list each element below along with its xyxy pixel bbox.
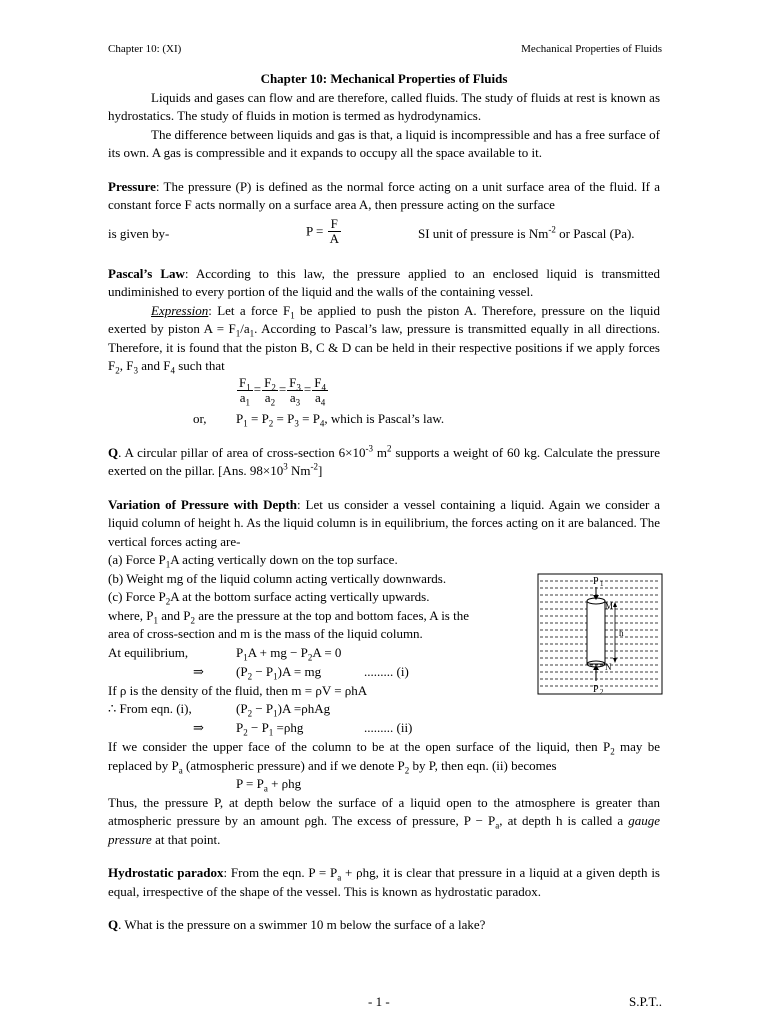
- gauge-pressure-term: gauge pressure: [108, 813, 660, 847]
- final-equation: $P = P_a + \rho hg$: [236, 776, 302, 794]
- hydrostatic-paradox-paragraph: Hydrostatic paradox: From the eqn. $P = P_a + \rho hg$, it is clear that pressure in a liquid at a given depth is equal, irrespective of the shape of the vessel. This is known as hydrostatic paradox.: [108, 865, 660, 899]
- force-c: (c) Force $P_2A$ at the bottom surface acting vertically upwards.: [108, 589, 430, 607]
- svg-text:2: 2: [600, 688, 604, 695]
- label-p1: P: [593, 576, 599, 587]
- hydrostatic-paradox-term: Hydrostatic paradox: [108, 865, 224, 880]
- force-b: (b) Weight mg of the liquid column acting vertically downwards.: [108, 570, 447, 586]
- intro-paragraph-1: Liquids and gases can flow and are therefore, called fluids. The study of fluids at rest is known as hydrostatics. The study of fluids in motion is termed as hydrodynamics.: [108, 89, 660, 123]
- header-subject: Mechanical Properties of Fluids: [521, 43, 662, 55]
- pascal-law-paragraph: Pascal’s Law: According to this law, the pressure applied to an enclosed liquid is transmitted undiminished to every portion of the liquid and the walls of the containing vessel.: [108, 265, 660, 299]
- question-2: Q. What is the pressure on a swimmer 10 m below the surface of a lake?: [108, 917, 486, 932]
- depth-term: Variation of Pressure with Depth: [108, 496, 298, 512]
- header-chapter: Chapter 10: (XI): [108, 43, 182, 55]
- page-number: - 1 -: [368, 994, 390, 1009]
- label-h: h: [619, 628, 624, 638]
- page-title: Chapter 10: Mechanical Properties of Fluids: [260, 71, 508, 86]
- gauge-paragraph: Thus, the pressure P, at depth below the surface of a liquid open to the atmosphere is greater than atmospheric pressure by an amount ρgh. The excess of pressure, $P - P_a$, at depth h is called a gauge pressure at that point.: [108, 794, 660, 847]
- pascal-expression-paragraph: Expression: Let a force $F_1$ be applied to push the piston A. Therefore, pressure on the liquid exerted by piston $A = F_1/a_1$. According to Pascal’s law, pressure is transmitted equally in all directions. Therefore, it is found that the piston B, C & D can be held in their respective positions if we apply forces $F_2$, $F_3$ and $F_4$ such that: [108, 302, 661, 376]
- force-a: (a) Force $P_1A$ acting vertically down on the top surface.: [108, 552, 398, 570]
- intro-paragraph-2: The difference between liquids and gas is that, a liquid is incompressible and has a free surface of its own. A gas is compressible and it expands to occupy all the space available to it.: [108, 126, 660, 160]
- page-content: [108, 70, 660, 935]
- where-line: where, $P_1$ and $P_2$ are the pressure at the top and bottom faces, A is the: [108, 607, 470, 626]
- given-by-text: is given by-: [108, 225, 170, 241]
- si-unit-text: SI unit of pressure is $Nm^{-2}$ or Pascal (Pa).: [418, 224, 635, 241]
- consider-paragraph: If we consider the upper face of the column to be at the open surface of the liquid, then $P_2$ may be replaced by $P_a$ (atmospheric pressure) and if we denote $P_2$ by P, then eqn. (ii) becomes: [108, 739, 660, 776]
- density-line: If ρ is the density of the fluid, then m = ρV = ρhA: [108, 682, 368, 698]
- equation-i: ⇒ $(P_2 - P_1)A$ = mg ......... (i): [193, 663, 409, 682]
- pascal-result-line: or, $P_1 = P_2 = P_3 = P_4$, which is Pascal’s law.: [193, 410, 445, 429]
- pascal-law-term: Pascal’s Law: [108, 265, 185, 281]
- svg-text:1: 1: [600, 580, 604, 588]
- equation-ii: ⇒ $P_2 - P_1 =\rho hg$ ......... (ii): [193, 720, 413, 738]
- footer-author: S.P.T..: [629, 994, 662, 1009]
- equilibrium-line: At equilibrium, $P_1A$ + mg − $P_2A = 0$: [108, 644, 342, 663]
- pressure-formula-row: [108, 215, 660, 255]
- depth-paragraph: Variation of Pressure with Depth: Let us consider a vessel containing a liquid. Again we consider a liquid column of height h. As the liquid column is in equilibrium, the forces acting on it are balanced. The vertical forces acting are-: [108, 496, 660, 549]
- pressure-formula: P = $\frac{F}{A}$: [306, 215, 339, 246]
- pressure-term: Pressure: [108, 178, 156, 194]
- pascal-ratio-equation: $\frac{F_1}{a_1}$ = $\frac{F_2}{a_2}$ = $\frac{F_3}{a_3}$ = $\frac{F_4}{a_4}$: [239, 374, 326, 408]
- label-m: M: [605, 601, 614, 611]
- liquid-column-figure: [537, 573, 663, 695]
- pressure-paragraph: Pressure: The pressure (P) is defined as the normal force acting on a unit surface area of the fluid. If a constant force F acts normally on a surface area A, then pressure acting on the surface: [108, 178, 660, 212]
- where-line-2: area of cross-section and m is the mass of the liquid column.: [108, 626, 423, 641]
- fraction-f-over-a: $\frac{F}{A}$: [329, 215, 339, 246]
- question-1: Q. A circular pillar of area of cross-section $6\times 10^{-3}$ $m^2$ supports a weight of 60 kg. Calculate the pressure exerted on the pillar. [Ans. $98\times 10^3$ $Nm^{-2}$]: [108, 443, 660, 478]
- label-p2: P: [593, 684, 599, 695]
- label-n: N: [605, 662, 612, 672]
- from-eqn-line: ∴ From eqn. (i), $(P_2 - P_1)A =\rho hAg$: [108, 701, 331, 719]
- expression-term: Expression: [151, 302, 209, 318]
